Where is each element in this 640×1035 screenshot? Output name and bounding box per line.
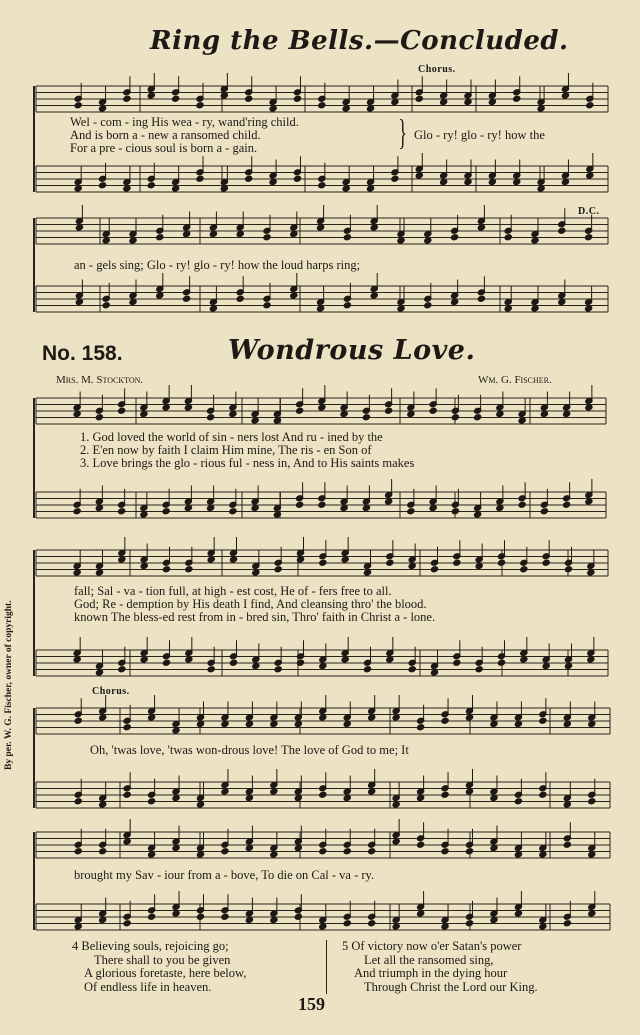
hymn-title: Wondrous Love. (228, 335, 476, 366)
hymn-line-b1: fall; Sal - va - tion full, at high - est cost, He of - fers free to all. (74, 584, 392, 598)
verse4-line: There shall to you be given (94, 952, 231, 967)
lyric-line-4: an - gels sing; Glo - ry! glo - ry! how the loud harps ring; (74, 258, 361, 272)
composer-credit: Wm. G. Fischer. (478, 374, 552, 386)
chorus-label-top: Chorus. (418, 64, 456, 75)
chorus-line-2: brought my Sav - iour from a - bove, To die on Cal - va - ry. (74, 868, 375, 882)
page-number: 159 (298, 994, 325, 1014)
verse4-line: A glorious foretaste, here below, (84, 966, 247, 980)
brace-mark: } (398, 112, 407, 152)
verse5-line: Let all the ransomed sing, (364, 952, 494, 967)
verse-4 (72, 940, 246, 994)
lyric-line-1: Wel - com - ing His wea - ry, wand'ring child. (70, 115, 299, 129)
copyright-note: By per. W. G. Fischer, owner of copyright. (4, 600, 14, 770)
verse5-line: 5 Of victory now o'er Satan's power (342, 939, 522, 953)
hymn-line-a1: 1. God loved the world of sin - ners lost And ru - ined by the (80, 430, 383, 444)
verse4-line: Of endless life in heaven. (84, 979, 212, 994)
hymn-line-b3: known The bless-ed rest from in - bred sin, Thro' faith in Christ a - lone. (74, 610, 436, 624)
chorus-line-1: Oh, 'twas love, 'twas won-drous love! The love of God to me; It (90, 743, 409, 757)
verse4-line: 4 Believing souls, rejoicing go; (72, 939, 229, 953)
dc-label: D.C. (578, 206, 600, 217)
page-heading: Ring the Bells.—Concluded. (150, 26, 569, 56)
chorus-label-bottom: Chorus. (92, 686, 130, 697)
lyric-line-3: For a pre - cious soul is born a - gain. (70, 141, 258, 155)
lyric-line-2: And is born a - new a ransomed child. (70, 128, 261, 142)
author-credit: Mrs. M. Stockton. (56, 374, 144, 386)
hymn-line-b2: God; Re - demption by His death I find, And cleansing thro' the blood. (74, 597, 427, 611)
chorus-lyric-top: Glo - ry! glo - ry! how the (414, 128, 545, 142)
verse-divider (326, 940, 327, 994)
hymn-line-a3: 3. Love brings the glo - rious ful - ness in, And to His saints makes (80, 456, 415, 470)
hymn-line-a2: 2. E'en now by faith I claim Him mine, The ris - en Son of (80, 443, 372, 457)
verse5-line: Through Christ the Lord our King. (364, 979, 538, 994)
verse-5 (342, 940, 538, 994)
hymn-number: No. 158. (42, 342, 123, 365)
verse5-line: And triumph in the dying hour (354, 966, 508, 980)
